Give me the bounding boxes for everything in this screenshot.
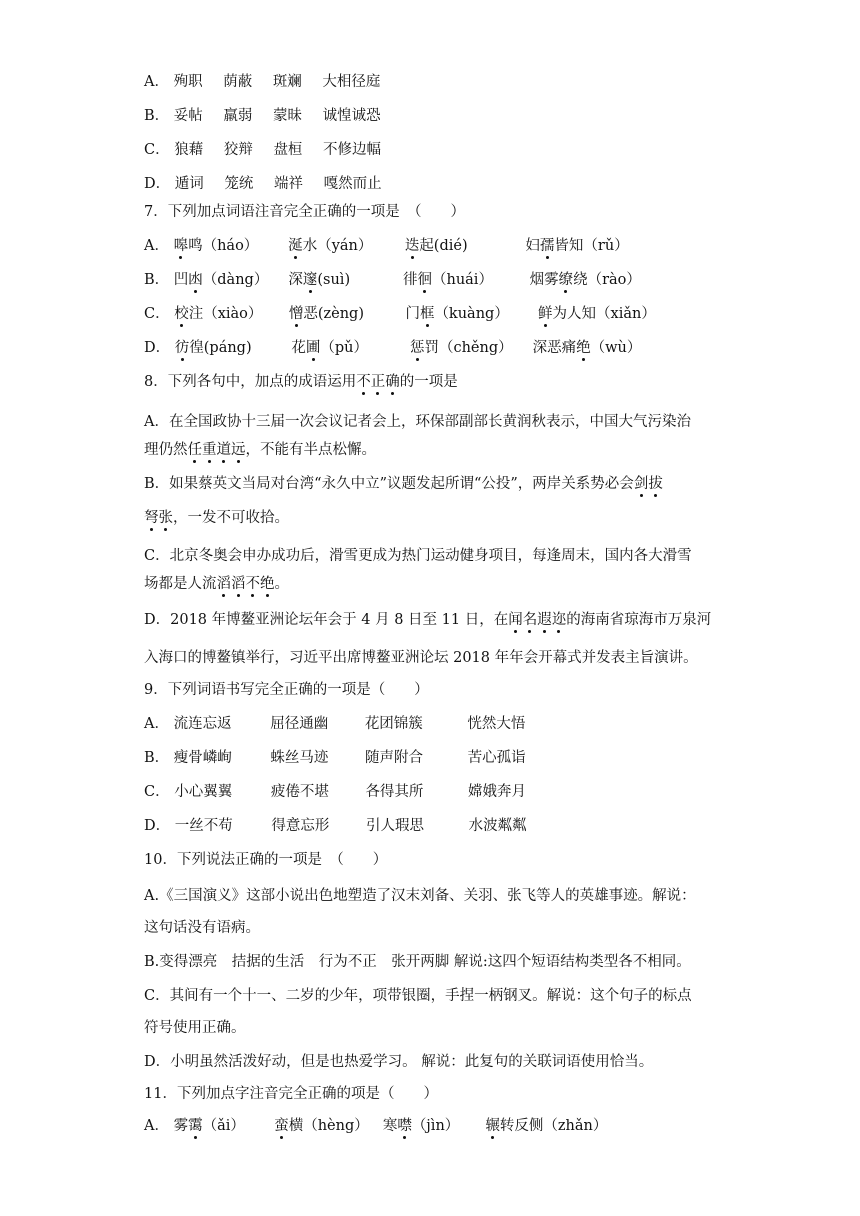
dotted-phrase: 任重道远: [187, 442, 246, 458]
word: 遁词: [174, 176, 204, 192]
q7-option-d: [144, 338, 641, 358]
pinyin-item: 花圃（pǔ）: [291, 340, 368, 356]
q11-option-a: [144, 1116, 607, 1136]
dotted-phrase: 不正确: [356, 374, 400, 390]
pinyin-item: 辗转反侧（zhǎn）: [485, 1118, 608, 1134]
word: 恍然大悟: [467, 716, 526, 732]
option-letter: A．: [144, 1118, 169, 1134]
word: 疲倦不堪: [270, 784, 329, 800]
option-letter: D．: [144, 176, 171, 192]
pinyin-item: 校注（xiào）: [174, 306, 263, 322]
q7-option-c: [144, 304, 656, 324]
word: 盘桓: [273, 142, 303, 158]
q9-option-b: [144, 748, 526, 768]
word: 随声附合: [364, 750, 423, 766]
word: 各得其所: [365, 784, 424, 800]
q6-option-c: [144, 140, 381, 160]
pinyin-item: 徘徊（huái）: [402, 272, 493, 288]
word: 殉职: [173, 74, 203, 90]
q11-stem: 11．下列加点字注音完全正确的项是（ ）: [144, 1086, 438, 1102]
word: 端祥: [273, 176, 303, 192]
q8-option-c-line2: 场都是人流滔滔不绝。: [144, 576, 289, 592]
option-letter: A．: [144, 74, 169, 90]
pinyin-item: 涎水（yán）: [288, 238, 373, 254]
pinyin-item: 鲜为人知（xiǎn）: [538, 306, 656, 322]
dotted-phrase: 弩张: [144, 510, 173, 526]
q10-option-a-line1: A.《三国演义》这部小说出色地塑造了汉末刘备、关羽、张飞等人的英雄事迹。解说：: [144, 888, 696, 904]
q8-option-a-line1: A．在全国政协十三届一次会议记者会上，环保部副部长黄润秋表示，中国大气污染治: [144, 414, 691, 430]
pinyin-item: 憎恶(zèng): [288, 306, 364, 322]
word: 妥帖: [173, 108, 203, 124]
q7-stem: 7．下列加点词语注音完全正确的一项是 （ ）: [144, 204, 465, 220]
q8-stem: 8．下列各句中，加点的成语运用不正确的一项是: [144, 374, 458, 390]
dotted-phrase: 剑拔: [633, 476, 663, 492]
q8-option-d-line2: 入海口的博鳌镇举行，习近平出席博鳌亚洲论坛 2018 年年会开幕式并发表主旨演讲。: [144, 650, 698, 666]
pinyin-item: 寒噤（jìn）: [382, 1118, 460, 1134]
word: 大相径庭: [322, 74, 381, 90]
word: 嫦娥奔月: [468, 784, 527, 800]
word: 诚惶诚恐: [322, 108, 381, 124]
option-letter: D．: [144, 340, 171, 356]
q8-option-a-line2: 理仍然任重道远，不能有半点松懈。: [144, 442, 376, 458]
pinyin-item: 彷徨(páng): [174, 340, 252, 356]
option-letter: C．: [144, 784, 170, 800]
word: 蒙昧: [272, 108, 302, 124]
word: 狡辩: [223, 142, 253, 158]
word: 荫蔽: [223, 74, 253, 90]
option-letter: B．: [144, 272, 170, 288]
pinyin-item: 门框（kuàng）: [405, 306, 509, 322]
pinyin-item: 蛮横（hèng）: [274, 1118, 369, 1134]
pinyin-item: 雾霭（ǎi）: [173, 1118, 245, 1134]
q10-option-d: D．小明虽然活泼好动，但是也热爱学习。 解说：此复句的关联词语使用恰当。: [144, 1054, 654, 1070]
q10-option-a-line2: 这句话没有语病。: [144, 920, 260, 936]
option-letter: B．: [144, 750, 170, 766]
q10-stem: 10．下列说法正确的一项是 （ ）: [144, 852, 388, 868]
word: 笼统: [224, 176, 254, 192]
dotted-phrase: 闻名遐迩: [508, 612, 567, 628]
pinyin-item: 妇孺皆知（rǔ）: [525, 238, 629, 254]
word: 苦心孤诣: [467, 750, 526, 766]
option-letter: C．: [144, 142, 170, 158]
pinyin-item: 凹凼（dàng）: [173, 272, 269, 288]
q8-option-b-line1: B．如果蔡英文当局对台湾“永久中立”议题发起所谓“公投”，两岸关系势必会剑拔: [144, 476, 663, 492]
q9-stem: 9．下列词语书写完全正确的一项是（ ）: [144, 682, 429, 698]
q7-option-a: [144, 236, 629, 256]
word: 小心翼翼: [174, 784, 233, 800]
word: 嘎然而止: [323, 176, 382, 192]
word: 狼藉: [174, 142, 204, 158]
word: 屈径通幽: [270, 716, 329, 732]
word: 得意忘形: [271, 818, 330, 834]
word: 引人瑕思: [365, 818, 424, 834]
word: 蛛丝马迹: [270, 750, 329, 766]
q10-option-b: B.变得漂亮 拮据的生活 行为不正 张开两脚 解说:这四个短语结构类型各不相同。: [144, 954, 691, 970]
q9-option-a: [144, 714, 525, 734]
option-letter: B．: [144, 108, 170, 124]
pinyin-item: 烟雾缭绕（rào）: [529, 272, 641, 288]
word: 花团锦簇: [364, 716, 423, 732]
word: 流连忘返: [173, 716, 232, 732]
pinyin-item: 惩罚（chěng）: [409, 340, 513, 356]
q9-option-c: [144, 782, 526, 802]
word: 水波粼粼: [468, 818, 527, 834]
q8-option-b-line2: 弩张，一发不可收拾。: [144, 510, 289, 526]
word: 瘦骨嶙峋: [173, 750, 232, 766]
q8-option-d-line1: D．2018 年博鳌亚洲论坛年会于 4 月 8 日至 11 日，在闻名遐迩的海南省琼海市万泉河: [144, 612, 712, 628]
word: 羸弱: [223, 108, 253, 124]
q6-option-a: [144, 72, 380, 92]
pinyin-item: 嗥鸣（háo）: [173, 238, 259, 254]
word: 不修边幅: [323, 142, 382, 158]
word: 斑斓: [272, 74, 302, 90]
option-letter: A．: [144, 716, 169, 732]
dotted-phrase: 滔滔不绝: [216, 576, 275, 592]
q10-option-c-line1: C．其间有一个十一、二岁的少年，项带银圈，手捏一柄钢叉。解说：这个句子的标点: [144, 988, 692, 1004]
pinyin-item: 深恶痛绝（wù）: [532, 340, 642, 356]
q8-option-c-line1: C．北京冬奥会申办成功后，滑雪更成为热门运动健身项目，每逢周末，国内各大滑雪: [144, 548, 692, 564]
q6-option-b: [144, 106, 381, 126]
q9-option-d: [144, 816, 527, 836]
pinyin-item: 深邃(suì): [288, 272, 351, 288]
option-letter: A．: [144, 238, 169, 254]
option-letter: D．: [144, 818, 171, 834]
pinyin-item: 迭起(dié): [404, 238, 468, 254]
q7-option-b: [144, 270, 641, 290]
q6-option-d: [144, 174, 382, 194]
q10-option-c-line2: 符号使用正确。: [144, 1020, 246, 1036]
word: 一丝不苟: [174, 818, 233, 834]
option-letter: C．: [144, 306, 170, 322]
